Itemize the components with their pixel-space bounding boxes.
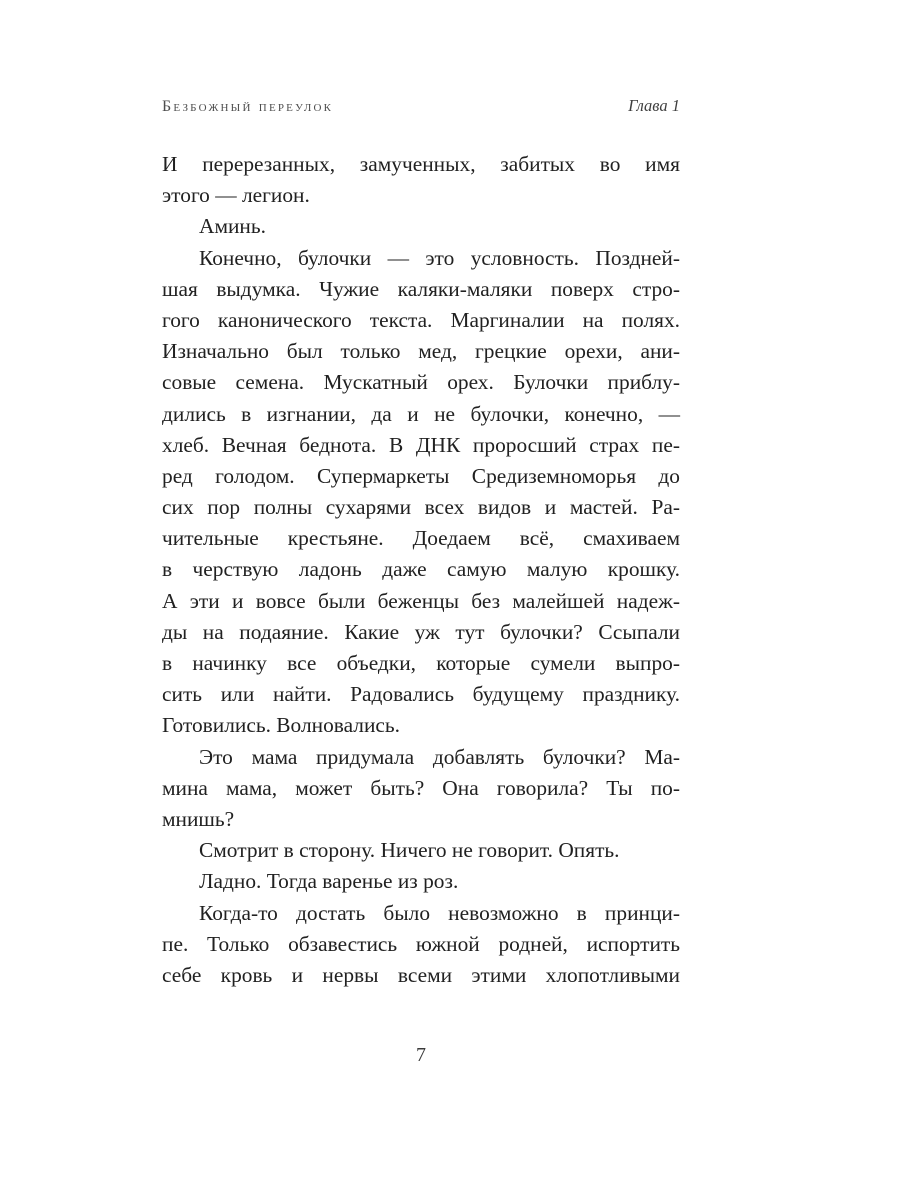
text-line: гого канонического текста. Маргиналии на полях. (162, 307, 680, 332)
body-text-block (162, 149, 680, 991)
text-line: мина мама, может быть? Она говорила? Ты по- (162, 775, 680, 800)
text-line: ред голодом. Супермаркеты Средиземноморья до (162, 463, 680, 488)
text-line: хлеб. Вечная беднота. В ДНК проросший страх пе- (162, 432, 680, 457)
text-line: чительные крестьяне. Доедаем всё, смахиваем (162, 526, 680, 551)
text-line: Изначально был только мед, грецкие орехи, ани- (162, 339, 680, 364)
text-line: мнишь? (162, 806, 235, 831)
text-line: Ладно. Тогда варенье из роз. (199, 869, 459, 894)
text-line: дились в изгнании, да и не булочки, конечно, — (162, 401, 680, 426)
text-line: Это мама придумала добавлять булочки? Ма- (199, 744, 680, 769)
running-header (162, 96, 680, 116)
text-line: сить или найти. Радовались будущему празднику. (162, 682, 680, 707)
text-line: пе. Только обзавестись южной родней, испортить (162, 931, 680, 956)
text-line: совые семена. Мускатный орех. Булочки приблу- (162, 370, 680, 395)
text-line: Смотрит в сторону. Ничего не говорит. Опять. (199, 838, 620, 863)
text-line: Готовились. Волновались. (162, 713, 400, 738)
text-line: Когда-то достать было невозможно в принци- (199, 900, 680, 925)
text-line: Аминь. (199, 214, 266, 239)
chapter-label: Глава 1 (628, 96, 680, 115)
text-line: шая выдумка. Чужие каляки-маляки поверх стро- (162, 276, 680, 301)
text-line: Конечно, булочки — это условность. Поздней- (199, 245, 680, 270)
text-line: сих пор полны сухарями всех видов и мастей. Ра- (162, 495, 680, 520)
text-line: этого — легион. (162, 183, 310, 208)
running-title: Безбожный переулок (162, 98, 334, 115)
text-line: себе кровь и нервы всеми этими хлопотливыми (162, 962, 680, 987)
page-number: 7 (416, 1044, 426, 1066)
text-line: в черствую ладонь даже самую малую крошку. (162, 557, 680, 582)
text-line: А эти и вовсе были беженцы без малейшей надеж- (162, 588, 680, 613)
text-line: в начинку все объедки, которые сумели выпро- (162, 651, 680, 675)
text-line: ды на подаяние. Какие уж тут булочки? Ссыпали (162, 619, 680, 644)
text-line: И перерезанных, замученных, забитых во имя (162, 152, 680, 176)
